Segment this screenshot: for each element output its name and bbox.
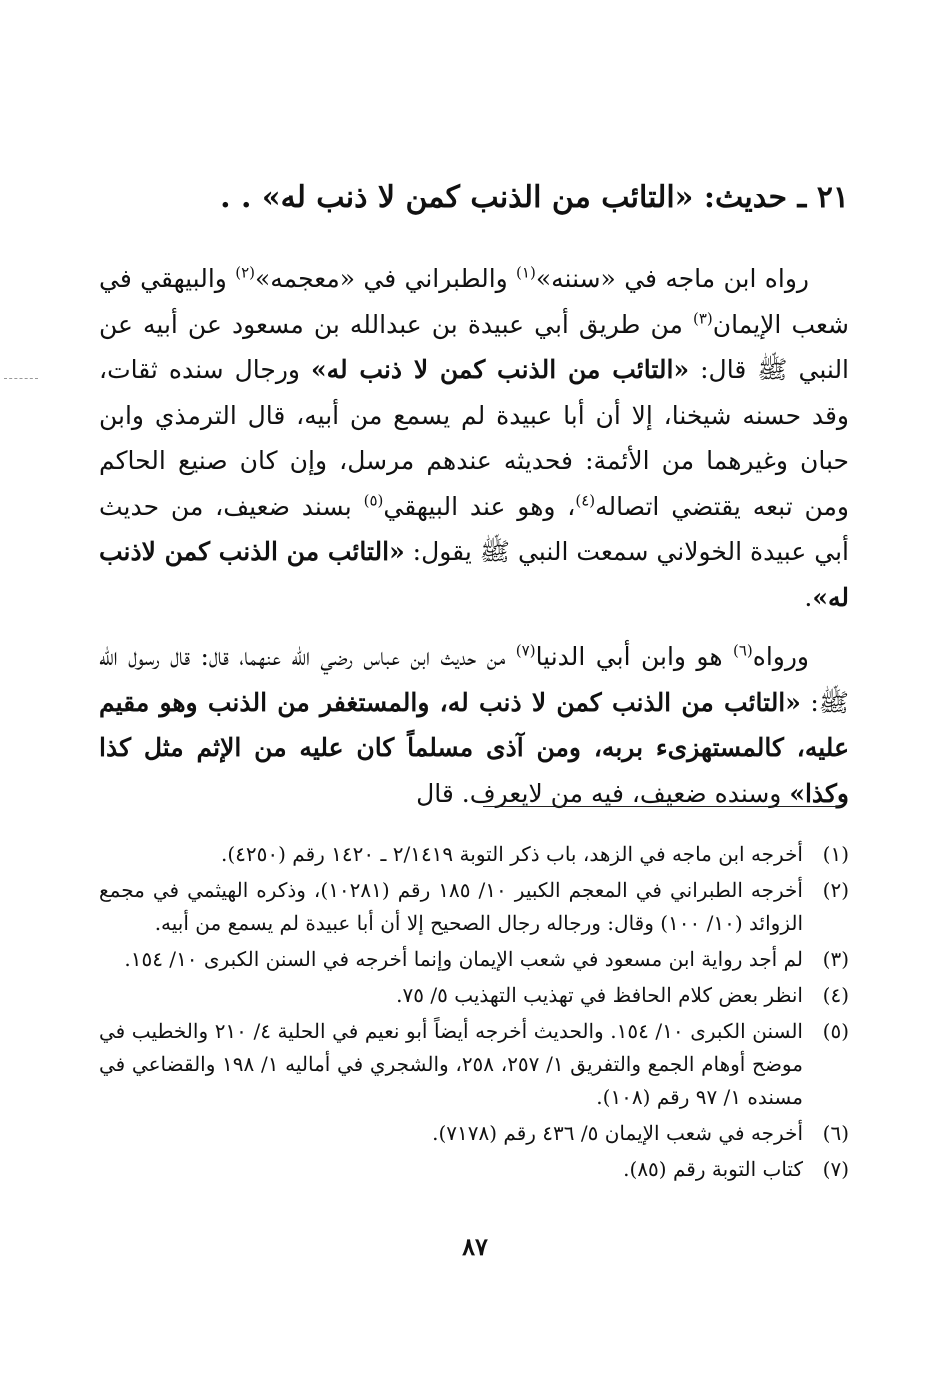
- text-segment: .: [804, 582, 813, 612]
- footnote-text: أخرجه الطبراني في المعجم الكبير ١٠/ ١٨٥ رقم (١٠٢٨١)، وذكره الهيثمي في مجمع الزوائد (١٠/ ١٠٠) وقال: ورجاله رجال الصحيح إلا أن أبا عبيدة لم يسمع من أبيه.: [99, 878, 803, 935]
- footnote-text: أخرجه ابن ماجه في الزهد، باب ذكر التوبة ٢/١٤١٩ ـ ١٤٢٠ رقم (٤٢٥٠).: [220, 842, 803, 866]
- footnote-text: لم أجد رواية ابن مسعود في شعب الإيمان وإنما أخرجه في السنن الكبرى ١٠/ ١٥٤.: [124, 947, 803, 971]
- footnote-separator: [483, 806, 841, 807]
- footnote-number: (٤): [822, 983, 849, 1007]
- footnote-item: [99, 874, 849, 940]
- hadith-number: ٢١ ـ: [797, 180, 849, 215]
- paragraph: [99, 634, 849, 816]
- text-segment: من طريق أبي عبيدة بن عبدالله بن مسعود عن أبيه عن النبي ﷺ قال:: [99, 309, 850, 384]
- footnote-text: انظر بعض كلام الحافظ في تهذيب التهذيب ٥/ ٧٥.: [396, 983, 803, 1007]
- footnote-ref[interactable]: (٧): [515, 641, 536, 660]
- margin-mark: [4, 378, 38, 379]
- text-segment: ورواه: [752, 642, 809, 671]
- text-segment: وسنده ضعيف، فيه من لايعرف. قال: [416, 778, 790, 808]
- footnote-item: [99, 1153, 849, 1186]
- text-segment: رواه ابن ماجه في «سننه»: [535, 264, 809, 293]
- footnote-text: أخرجه في شعب الإيمان ٥/ ٤٣٦ رقم (٧١٧٨).: [432, 1121, 803, 1145]
- footnote-number: (١): [822, 842, 849, 866]
- footnote-item: [99, 838, 849, 871]
- hadith-quote: «التائب من الذنب كمن لا ذنب له» . .: [220, 180, 694, 215]
- hadith-label: حديث:: [703, 180, 788, 215]
- footnote-number: (٦): [822, 1121, 849, 1145]
- footnote-item: [99, 943, 849, 976]
- footnote-item: [99, 979, 849, 1012]
- footnote-ref[interactable]: (٢): [235, 263, 255, 282]
- footnote-ref[interactable]: (٣): [693, 309, 713, 328]
- footnote-item: [99, 1015, 849, 1114]
- footnote-number: (٣): [822, 947, 849, 971]
- text-segment: ، وهو عند البيهقي: [383, 491, 576, 521]
- paragraph: [99, 256, 849, 620]
- quoted-hadith: «التائب من الذنب كمن لاذنب له»: [99, 537, 849, 612]
- footnote-item: [99, 1117, 849, 1150]
- footnote-ref[interactable]: (٥): [363, 491, 384, 510]
- text-segment: بسند ضعيف، من حديث أبي عبيدة الخولاني سمعت النبي ﷺ يقول:: [99, 491, 849, 566]
- text-segment: ورجال سنده ثقات، وقد حسنه شيخنا، إلا أن أبا عبيدة لم يسمع من أبيه، قال الترمذي وابن حبان وغيرهما من الأئمة: فحديثه عندهم مرسل، وإن كان صنيع الحاكم ومن تبعه يقتضي اتصاله: [99, 355, 850, 521]
- main-text: [99, 256, 849, 830]
- text-segment: من حديث ابن عباس رضي الله عنهما، قال: قال رسول الله ﷺ:: [99, 642, 849, 717]
- hadith-heading: [220, 176, 849, 220]
- text-segment: هو وابن أبي الدنيا: [535, 642, 733, 671]
- footnote-text: كتاب التوبة رقم (٨٥).: [623, 1157, 803, 1181]
- page-number: ٨٧: [462, 1232, 488, 1261]
- footnotes: [99, 838, 849, 1189]
- footnote-number: (٧): [822, 1157, 849, 1181]
- quoted-hadith: «التائب من الذنب كمن لا ذنب له، والمستغفر من الذنب وهو مقيم عليه، كالمستهزىء بربه، ومن آذى مسلماً كان عليه من الإثم مثل كذا وكذا»: [99, 687, 849, 808]
- footnote-text: السنن الكبرى ١٠/ ١٥٤. والحديث أخرجه أيضاً أبو نعيم في الحلية ٤/ ٢١٠ والخطيب في موضح أوهام الجمع والتفريق ١/ ٢٥٧، ٢٥٨، والشجري في أماليه ١/ ١٩٨ والقضاعي في مسنده ١/ ٩٧ رقم (١٠٨).: [99, 1019, 803, 1109]
- footnote-ref[interactable]: (١): [516, 263, 536, 282]
- text-segment: والبيهقي في شعب الإيمان: [99, 264, 849, 339]
- quoted-hadith: «التائب من الذنب كمن لا ذنب له»: [311, 355, 690, 384]
- footnote-number: (٢): [822, 878, 849, 902]
- footnote-ref[interactable]: (٦): [732, 641, 753, 660]
- text-segment: والطبراني في «معجمه»: [254, 264, 517, 293]
- footnote-number: (٥): [822, 1019, 849, 1043]
- footnote-ref[interactable]: (٤): [575, 491, 596, 510]
